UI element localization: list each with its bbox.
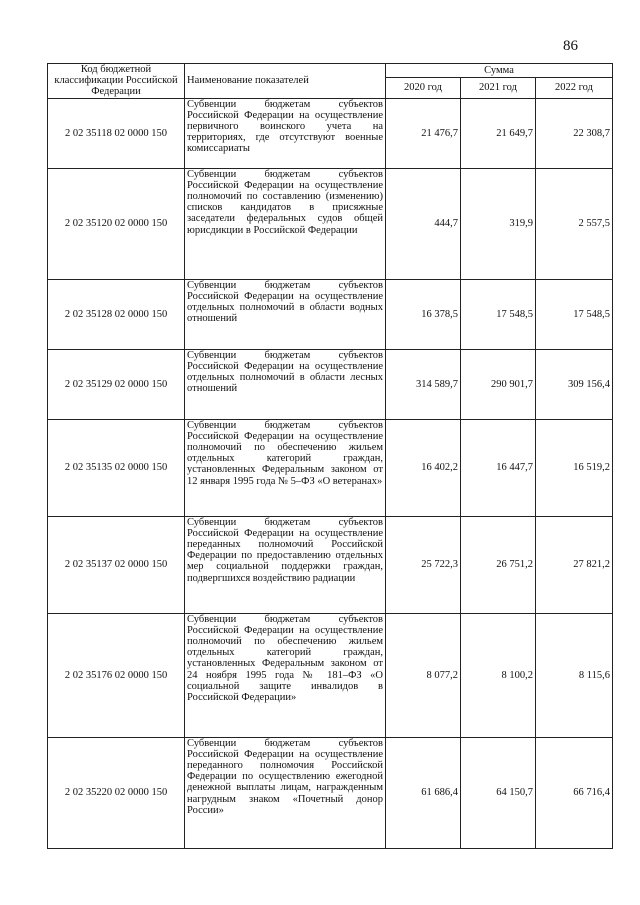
- row-value-2020: 16 402,2: [386, 419, 461, 516]
- header-sum: Сумма: [386, 64, 613, 78]
- row-code: 2 02 35120 02 0000 150: [48, 168, 185, 279]
- row-value-2021: 319,9: [461, 168, 536, 279]
- row-value-2020: 444,7: [386, 168, 461, 279]
- row-value-2022: 17 548,5: [536, 279, 613, 349]
- row-value-2021: 16 447,7: [461, 419, 536, 516]
- row-description: Субвенции бюджетам субъектов Российской Федерации на осуществление полномочий по обеспечению жильем отдельных категорий граждан, установленных Федеральным законом от 12 января 1995 года № 5–ФЗ «О ветеранах»: [185, 419, 386, 516]
- budget-table: [47, 63, 613, 849]
- row-value-2021: 290 901,7: [461, 349, 536, 419]
- row-value-2022: 22 308,7: [536, 98, 613, 168]
- row-value-2020: 8 077,2: [386, 613, 461, 737]
- header-name: Наименование показателей: [185, 64, 386, 99]
- row-value-2020: 21 476,7: [386, 98, 461, 168]
- row-description: Субвенции бюджетам субъектов Российской Федерации на осуществление переданных полномочий Российской Федерации по предоставлению отдельных мер социальной поддержки граждан, подвергшихся воздействию радиации: [185, 516, 386, 613]
- row-code: 2 02 35137 02 0000 150: [48, 516, 185, 613]
- table-row: [48, 349, 613, 419]
- row-value-2022: 8 115,6: [536, 613, 613, 737]
- row-value-2021: 64 150,7: [461, 737, 536, 848]
- row-description: Субвенции бюджетам субъектов Российской Федерации на осуществление отдельных полномочий в области лесных отношений: [185, 349, 386, 419]
- row-code: 2 02 35220 02 0000 150: [48, 737, 185, 848]
- row-description: Субвенции бюджетам субъектов Российской Федерации на осуществление первичного воинского учета на территориях, где отсутствуют военные комиссариаты: [185, 98, 386, 168]
- row-value-2020: 314 589,7: [386, 349, 461, 419]
- row-value-2021: 17 548,5: [461, 279, 536, 349]
- row-value-2022: 27 821,2: [536, 516, 613, 613]
- table-row: [48, 279, 613, 349]
- table-row: [48, 613, 613, 737]
- row-code: 2 02 35135 02 0000 150: [48, 419, 185, 516]
- row-code: 2 02 35176 02 0000 150: [48, 613, 185, 737]
- table-row: [48, 168, 613, 279]
- header-year-2020: 2020 год: [386, 77, 461, 98]
- header-year-2022: 2022 год: [536, 77, 613, 98]
- row-value-2021: 8 100,2: [461, 613, 536, 737]
- row-value-2022: 66 716,4: [536, 737, 613, 848]
- row-value-2021: 26 751,2: [461, 516, 536, 613]
- row-value-2022: 16 519,2: [536, 419, 613, 516]
- row-description: Субвенции бюджетам субъектов Российской Федерации на осуществление полномочий по составлению (изменению) списков кандидатов в присяжные заседатели федеральных судов общей юрисдикции в Российской Федерации: [185, 168, 386, 279]
- row-code: 2 02 35129 02 0000 150: [48, 349, 185, 419]
- table-row: [48, 737, 613, 848]
- row-value-2021: 21 649,7: [461, 98, 536, 168]
- header-code: Код бюджетной классификации Российской Федерации: [48, 64, 185, 99]
- header-year-2021: 2021 год: [461, 77, 536, 98]
- row-description: Субвенции бюджетам субъектов Российской Федерации на осуществление полномочий по обеспечению жильем отдельных категорий граждан, установленных Федеральным законом от 24 ноября 1995 года № 181–ФЗ «О социальной защите инвалидов в Российской Федерации»: [185, 613, 386, 737]
- row-description: Субвенции бюджетам субъектов Российской Федерации на осуществление отдельных полномочий в области водных отношений: [185, 279, 386, 349]
- table-row: [48, 98, 613, 168]
- row-value-2020: 16 378,5: [386, 279, 461, 349]
- row-value-2020: 25 722,3: [386, 516, 461, 613]
- table-row: [48, 419, 613, 516]
- row-value-2022: 2 557,5: [536, 168, 613, 279]
- row-value-2022: 309 156,4: [536, 349, 613, 419]
- row-code: 2 02 35128 02 0000 150: [48, 279, 185, 349]
- row-description: Субвенции бюджетам субъектов Российской Федерации на осуществление переданного полномочия Российской Федерации по осуществлению ежегодной денежной выплаты лицам, награжденным нагрудным знаком «Почетный донор России»: [185, 737, 386, 848]
- row-value-2020: 61 686,4: [386, 737, 461, 848]
- table-row: [48, 516, 613, 613]
- page-number: 86: [563, 38, 578, 54]
- row-code: 2 02 35118 02 0000 150: [48, 98, 185, 168]
